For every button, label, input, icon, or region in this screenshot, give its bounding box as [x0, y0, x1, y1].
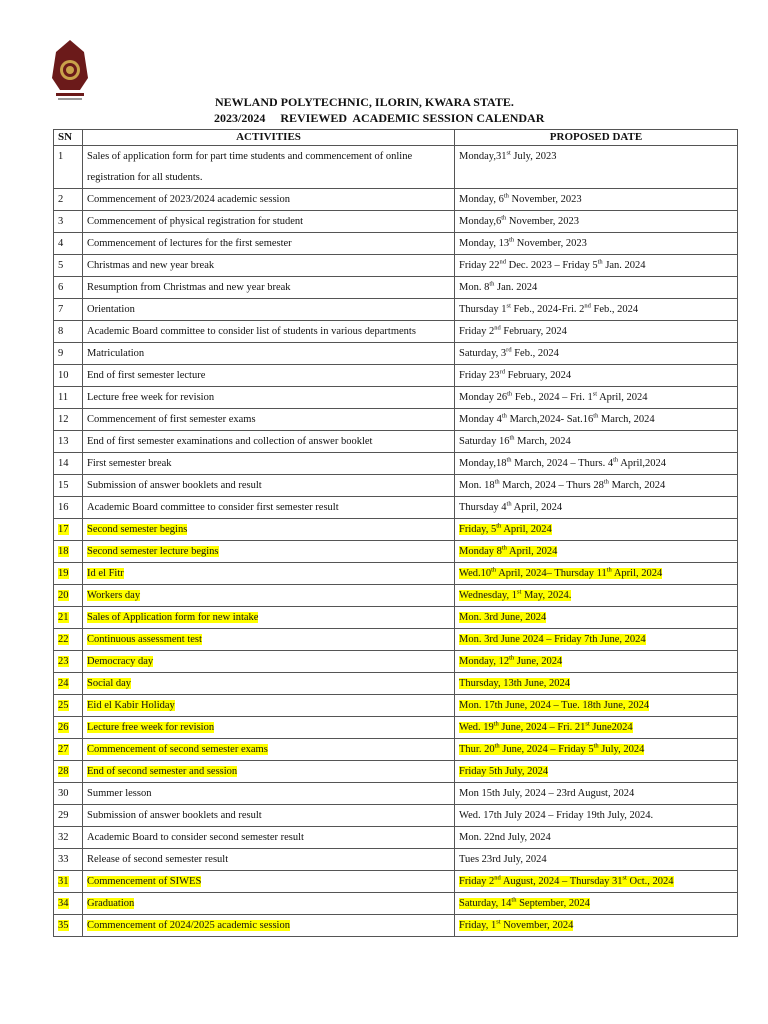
row-activity: [83, 915, 455, 937]
row-date-text: Saturday, 14th September, 2024: [459, 896, 590, 909]
table-row: [54, 607, 738, 629]
row-date: [455, 541, 738, 563]
row-date-text: Thursday 4th April, 2024: [459, 500, 563, 513]
row-activity-text: Lecture free week for revision: [87, 392, 215, 403]
row-activity-text: Sales of Application form for new intake: [87, 612, 259, 623]
table-row: [54, 739, 738, 761]
row-sn-text: 28: [58, 766, 69, 777]
table-row: [54, 695, 738, 717]
row-activity: [83, 255, 455, 277]
row-date: [455, 519, 738, 541]
row-date: [455, 871, 738, 893]
row-sn-text: 20: [58, 590, 69, 601]
row-date: [455, 255, 738, 277]
row-date: [455, 431, 738, 453]
row-sn: [54, 255, 83, 277]
row-activity: [83, 805, 455, 827]
row-date: [455, 343, 738, 365]
row-date-text: Mon 15th July, 2024 – 23rd August, 2024: [459, 788, 635, 799]
row-date: [455, 673, 738, 695]
row-date: [455, 651, 738, 673]
row-date: [455, 387, 738, 409]
table-row: [54, 871, 738, 893]
row-sn-text: 30: [58, 788, 69, 799]
row-activity-text: Democracy day: [87, 656, 154, 667]
row-activity: [83, 629, 455, 651]
row-date-text: Monday, 6th November, 2023: [459, 192, 582, 205]
row-date-text: Friday, 1st November, 2024: [459, 918, 574, 931]
table-row: [54, 409, 738, 431]
row-date: [455, 409, 738, 431]
row-sn: [54, 827, 83, 849]
row-date-text: Monday,6th November, 2023: [459, 214, 580, 227]
table-row: [54, 211, 738, 233]
row-sn: [54, 563, 83, 585]
row-activity-text: Commencement of SIWES: [87, 876, 202, 887]
row-sn-text: 5: [58, 260, 64, 271]
row-sn-text: 4: [58, 238, 64, 249]
row-sn-text: 12: [58, 414, 69, 425]
row-date: [455, 453, 738, 475]
row-date-text: Mon. 17th June, 2024 – Tue. 18th June, 2024: [459, 700, 650, 711]
row-activity: [83, 343, 455, 365]
row-activity: [83, 409, 455, 431]
row-activity-text: Continuous assessment test: [87, 634, 202, 645]
row-activity: [83, 607, 455, 629]
row-date-text: Wed. 17th July 2024 – Friday 19th July, 2024.: [459, 810, 654, 821]
row-activity-text: Submission of answer booklets and result: [87, 810, 262, 821]
institution-title: NEWLAND POLYTECHNIC, ILORIN, KWARA STATE.: [215, 95, 514, 109]
row-date-text: Saturday, 3rd Feb., 2024: [459, 346, 559, 359]
row-sn: [54, 893, 83, 915]
table-row: [54, 629, 738, 651]
row-date-text: Monday 26th Feb., 2024 – Fri. 1st April, 2024: [459, 390, 648, 403]
row-activity-text: Christmas and new year break: [87, 260, 215, 271]
row-sn-text: 29: [58, 810, 69, 821]
row-sn-text: 17: [58, 524, 69, 535]
row-activity: [83, 475, 455, 497]
row-activity-text: Matriculation: [87, 348, 145, 359]
table-row: [54, 563, 738, 585]
row-date-text: Wednesday, 1st May, 2024.: [459, 588, 572, 601]
row-activity-text: Commencement of physical registration for student: [87, 216, 304, 227]
row-date-text: Thursday 1st Feb., 2024-Fri. 2nd Feb., 2024: [459, 302, 639, 315]
row-activity-text: Release of second semester result: [87, 854, 229, 865]
row-activity: [83, 189, 455, 211]
row-date: [455, 277, 738, 299]
row-activity: [83, 387, 455, 409]
row-date-text: Mon. 3rd June 2024 – Friday 7th June, 2024: [459, 634, 646, 645]
row-sn: [54, 739, 83, 761]
row-date-text: Mon. 3rd June, 2024: [459, 612, 547, 623]
row-activity-text: Orientation: [87, 304, 135, 315]
row-sn-text: 31: [58, 876, 69, 887]
row-date-text: Mon. 22nd July, 2024: [459, 832, 551, 843]
row-sn-text: 3: [58, 216, 64, 227]
header-activities: ACTIVITIES: [83, 130, 455, 146]
row-activity-text: Summer lesson: [87, 788, 152, 799]
row-date-text: Monday 4th March,2024- Sat.16th March, 2024: [459, 412, 655, 425]
row-date: [455, 497, 738, 519]
row-activity-text: Lecture free week for revision: [87, 722, 215, 733]
row-sn: [54, 607, 83, 629]
row-sn-text: 14: [58, 458, 69, 469]
table-row: [54, 233, 738, 255]
row-date-text: Friday 22nd Dec. 2023 – Friday 5th Jan. 2024: [459, 258, 646, 271]
table-row: [54, 343, 738, 365]
table-row: [54, 827, 738, 849]
table-row: [54, 519, 738, 541]
table-row: [54, 277, 738, 299]
row-sn: [54, 497, 83, 519]
row-sn-text: 10: [58, 370, 69, 381]
row-date: [455, 761, 738, 783]
row-date: [455, 849, 738, 871]
row-activity-text: Second semester begins: [87, 524, 188, 535]
row-sn: [54, 871, 83, 893]
row-date: [455, 299, 738, 321]
row-date-text: Monday, 13th November, 2023: [459, 236, 587, 249]
row-activity: [83, 233, 455, 255]
row-sn: [54, 585, 83, 607]
row-sn-text: 18: [58, 546, 69, 557]
row-activity: [83, 146, 455, 189]
row-activity: [83, 871, 455, 893]
row-date: [455, 805, 738, 827]
row-activity-text: Commencement of 2023/2024 academic session: [87, 194, 290, 205]
row-date: [455, 893, 738, 915]
table-row: [54, 387, 738, 409]
row-sn-text: 7: [58, 304, 64, 315]
table-row: [54, 585, 738, 607]
row-date: [455, 365, 738, 387]
row-sn: [54, 651, 83, 673]
row-sn-text: 26: [58, 722, 69, 733]
row-activity: [83, 651, 455, 673]
row-sn: [54, 277, 83, 299]
row-activity-text: Commencement of second semester exams: [87, 744, 268, 755]
row-activity: [83, 717, 455, 739]
row-activity: [83, 431, 455, 453]
row-sn: [54, 541, 83, 563]
row-sn-text: 15: [58, 480, 69, 491]
row-activity-text: Sales of application form for part time students and commencement of online registration for all students.: [87, 151, 413, 183]
row-sn-text: 35: [58, 920, 69, 931]
row-activity: [83, 739, 455, 761]
row-sn: [54, 343, 83, 365]
row-activity: [83, 849, 455, 871]
row-activity: [83, 497, 455, 519]
row-activity: [83, 321, 455, 343]
row-sn: [54, 629, 83, 651]
row-sn-text: 32: [58, 832, 69, 843]
row-activity-text: Commencement of lectures for the first semester: [87, 238, 292, 249]
header-proposed-date: PROPOSED DATE: [455, 130, 738, 146]
row-activity: [83, 585, 455, 607]
row-sn: [54, 387, 83, 409]
table-row: [54, 431, 738, 453]
row-sn: [54, 233, 83, 255]
table-row: [54, 717, 738, 739]
row-activity-text: Academic Board committee to consider first semester result: [87, 502, 339, 513]
row-date: [455, 211, 738, 233]
row-activity-text: Submission of answer booklets and result: [87, 480, 262, 491]
table-row: [54, 299, 738, 321]
row-sn: [54, 475, 83, 497]
row-date: [455, 739, 738, 761]
row-date: [455, 233, 738, 255]
table-header-row: [54, 130, 738, 146]
row-activity-text: Eid el Kabir Holiday: [87, 700, 175, 711]
table-row: [54, 255, 738, 277]
row-date-text: Wed.10th April, 2024– Thursday 11th April, 2024: [459, 566, 663, 579]
row-sn: [54, 849, 83, 871]
row-date: [455, 321, 738, 343]
row-sn-text: 13: [58, 436, 69, 447]
table-row: [54, 849, 738, 871]
row-sn-text: 11: [58, 392, 69, 403]
row-sn-text: 33: [58, 854, 69, 865]
table-row: [54, 497, 738, 519]
row-activity-text: Commencement of 2024/2025 academic session: [87, 920, 290, 931]
row-sn: [54, 717, 83, 739]
table-row: [54, 365, 738, 387]
row-date-text: Tues 23rd July, 2024: [459, 854, 547, 865]
row-date-text: Friday 5th July, 2024: [459, 766, 549, 777]
row-date-text: Thursday, 13th June, 2024: [459, 678, 571, 689]
row-date: [455, 827, 738, 849]
table-row: [54, 915, 738, 937]
row-activity: [83, 563, 455, 585]
row-date: [455, 607, 738, 629]
table-row: [54, 673, 738, 695]
row-activity: [83, 541, 455, 563]
row-activity: [83, 827, 455, 849]
calendar-title: 2023/2024 REVIEWED ACADEMIC SESSION CALENDAR: [214, 111, 545, 125]
row-sn-text: 23: [58, 656, 69, 667]
academic-calendar-table: [53, 129, 738, 937]
row-sn-text: 6: [58, 282, 64, 293]
row-sn: [54, 453, 83, 475]
row-sn: [54, 211, 83, 233]
row-date: [455, 717, 738, 739]
row-date-text: Saturday 16th March, 2024: [459, 434, 571, 447]
row-sn-text: 9: [58, 348, 64, 359]
row-sn: [54, 189, 83, 211]
row-activity-text: Id el Fitr: [87, 568, 124, 579]
row-sn: [54, 365, 83, 387]
table-row: [54, 783, 738, 805]
row-sn-text: 1: [58, 151, 64, 162]
table-row: [54, 146, 738, 189]
row-date-text: Wed. 19th June, 2024 – Fri. 21st June2024: [459, 720, 633, 733]
row-sn-text: 19: [58, 568, 69, 579]
row-sn-text: 8: [58, 326, 64, 337]
table-row: [54, 541, 738, 563]
row-sn-text: 34: [58, 898, 69, 909]
row-activity-text: Commencement of first semester exams: [87, 414, 256, 425]
row-sn: [54, 299, 83, 321]
row-sn-text: 24: [58, 678, 69, 689]
row-activity: [83, 277, 455, 299]
row-date: [455, 146, 738, 189]
row-activity: [83, 695, 455, 717]
row-sn-text: 22: [58, 634, 69, 645]
table-row: [54, 805, 738, 827]
row-date: [455, 585, 738, 607]
row-activity-text: First semester break: [87, 458, 172, 469]
row-sn-text: 27: [58, 744, 69, 755]
table-row: [54, 189, 738, 211]
row-date-text: Mon. 8th Jan. 2024: [459, 280, 538, 293]
header-sn: SN: [54, 130, 83, 146]
row-activity-text: End of first semester lecture: [87, 370, 206, 381]
row-activity: [83, 211, 455, 233]
row-activity: [83, 453, 455, 475]
row-activity-text: Resumption from Christmas and new year break: [87, 282, 291, 293]
row-sn: [54, 431, 83, 453]
row-sn: [54, 409, 83, 431]
row-sn: [54, 673, 83, 695]
row-sn-text: 25: [58, 700, 69, 711]
row-activity-text: End of second semester and session: [87, 766, 238, 777]
table-row: [54, 761, 738, 783]
row-date-text: Friday 23rd February, 2024: [459, 368, 572, 381]
row-sn: [54, 519, 83, 541]
row-activity: [83, 783, 455, 805]
row-sn: [54, 146, 83, 189]
row-date-text: Monday,18th March, 2024 – Thurs. 4th April,2024: [459, 456, 667, 469]
row-activity: [83, 365, 455, 387]
row-sn: [54, 321, 83, 343]
row-sn: [54, 695, 83, 717]
row-sn-text: 2: [58, 194, 64, 205]
row-sn-text: 16: [58, 502, 69, 513]
row-activity-text: Workers day: [87, 590, 141, 601]
row-date-text: Monday, 12th June, 2024: [459, 654, 563, 667]
row-activity-text: Social day: [87, 678, 132, 689]
row-activity: [83, 893, 455, 915]
row-date: [455, 475, 738, 497]
row-sn: [54, 761, 83, 783]
row-activity-text: Second semester lecture begins: [87, 546, 219, 557]
row-date: [455, 563, 738, 585]
row-activity: [83, 761, 455, 783]
row-activity: [83, 519, 455, 541]
table-row: [54, 893, 738, 915]
row-date-text: Thur. 20th June, 2024 – Friday 5th July, 2024: [459, 742, 645, 755]
row-date: [455, 783, 738, 805]
row-date: [455, 189, 738, 211]
row-date-text: Friday, 5th April, 2024: [459, 522, 552, 535]
table-row: [54, 651, 738, 673]
row-sn: [54, 783, 83, 805]
row-date: [455, 629, 738, 651]
row-date-text: Friday 2nd February, 2024: [459, 324, 567, 337]
row-sn: [54, 805, 83, 827]
table-row: [54, 453, 738, 475]
row-activity-text: End of first semester examinations and collection of answer booklet: [87, 436, 373, 447]
row-date-text: Monday 8th April, 2024: [459, 544, 558, 557]
row-sn-text: 21: [58, 612, 69, 623]
table-row: [54, 475, 738, 497]
table-row: [54, 321, 738, 343]
row-sn: [54, 915, 83, 937]
row-activity-text: Academic Board committee to consider list of students in various departments: [87, 326, 416, 337]
row-date-text: Friday 2nd August, 2024 – Thursday 31st Oct., 2024: [459, 874, 674, 887]
row-date-text: Monday,31st July, 2023: [459, 149, 557, 162]
row-activity-text: Academic Board to consider second semester result: [87, 832, 304, 843]
row-date: [455, 695, 738, 717]
row-activity: [83, 673, 455, 695]
row-date: [455, 915, 738, 937]
polytechnic-logo: [50, 38, 90, 102]
row-activity-text: Graduation: [87, 898, 135, 909]
row-activity: [83, 299, 455, 321]
row-date-text: Mon. 18th March, 2024 – Thurs 28th March, 2024: [459, 478, 666, 491]
